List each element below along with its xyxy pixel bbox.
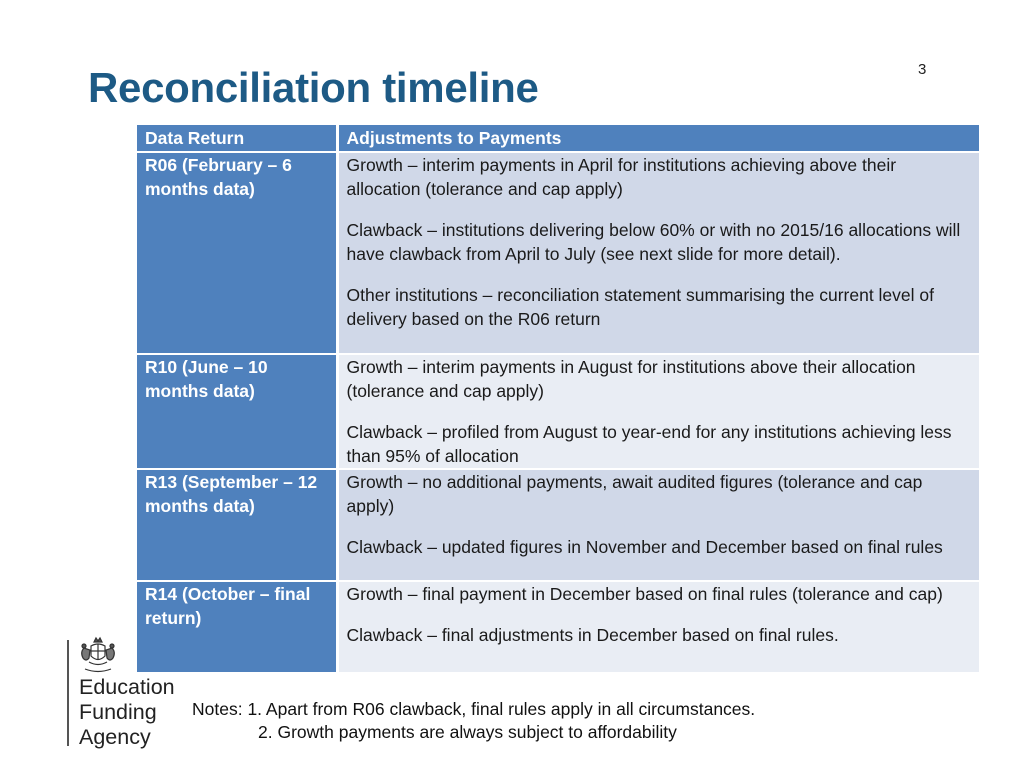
header-adjustments: Adjustments to Payments xyxy=(337,125,979,152)
notes xyxy=(192,698,755,744)
adjustment-clawback: Clawback – final adjustments in December based on final rules. xyxy=(346,625,839,645)
education-funding-agency-logo xyxy=(67,636,187,751)
page-title: Reconciliation timeline xyxy=(88,64,539,111)
adjustment-clawback: Clawback – profiled from August to year-end for any institutions achieving less than 95% of allocation xyxy=(346,422,952,466)
table-header-row xyxy=(137,125,979,152)
adjustment-growth: Growth – interim payments in August for institutions above their allocation (tolerance and cap apply) xyxy=(346,357,916,401)
data-return-cell: R13 (September – 12 months data) xyxy=(137,469,337,581)
table-row-r13 xyxy=(137,469,979,581)
royal-coat-of-arms-icon xyxy=(75,636,121,676)
logo-line-funding: Funding xyxy=(79,700,157,724)
logo-wordmark xyxy=(79,675,175,750)
adjustments-cell xyxy=(337,354,979,469)
adjustment-other: Other institutions – reconciliation statement summarising the current level of delivery based on the R06 return xyxy=(346,285,934,329)
table-row-r10 xyxy=(137,354,979,469)
adjustments-cell xyxy=(337,152,979,354)
table-row-r14 xyxy=(137,581,979,673)
note-line-2: 2. Growth payments are always subject to affordability xyxy=(258,722,677,742)
adjustments-cell xyxy=(337,469,979,581)
logo-divider xyxy=(67,640,69,746)
logo-line-education: Education xyxy=(79,675,175,699)
table-row-r06 xyxy=(137,152,979,354)
note-line-1: Notes: 1. Apart from R06 clawback, final rules apply in all circumstances. xyxy=(192,699,756,719)
adjustment-clawback: Clawback – institutions delivering below 60% or with no 2015/16 allocations will have clawback from April to July (see next slide for more detail). xyxy=(346,220,961,264)
adjustment-growth: Growth – no additional payments, await audited figures (tolerance and cap apply) xyxy=(346,472,923,516)
adjustment-growth: Growth – final payment in December based on final rules (tolerance and cap) xyxy=(346,584,943,604)
adjustment-growth: Growth – interim payments in April for institutions achieving above their allocation (tolerance and cap apply) xyxy=(346,155,897,199)
adjustments-cell xyxy=(337,581,979,673)
data-return-cell: R14 (October – final return) xyxy=(137,581,337,673)
reconciliation-timeline-table xyxy=(137,125,979,674)
adjustment-clawback: Clawback – updated figures in November and December based on final rules xyxy=(346,537,943,557)
page-number: 3 xyxy=(918,61,927,78)
header-data-return: Data Return xyxy=(137,125,337,152)
logo-line-agency: Agency xyxy=(79,725,151,749)
data-return-cell: R10 (June – 10 months data) xyxy=(137,354,337,469)
data-return-cell: R06 (February – 6 months data) xyxy=(137,152,337,354)
